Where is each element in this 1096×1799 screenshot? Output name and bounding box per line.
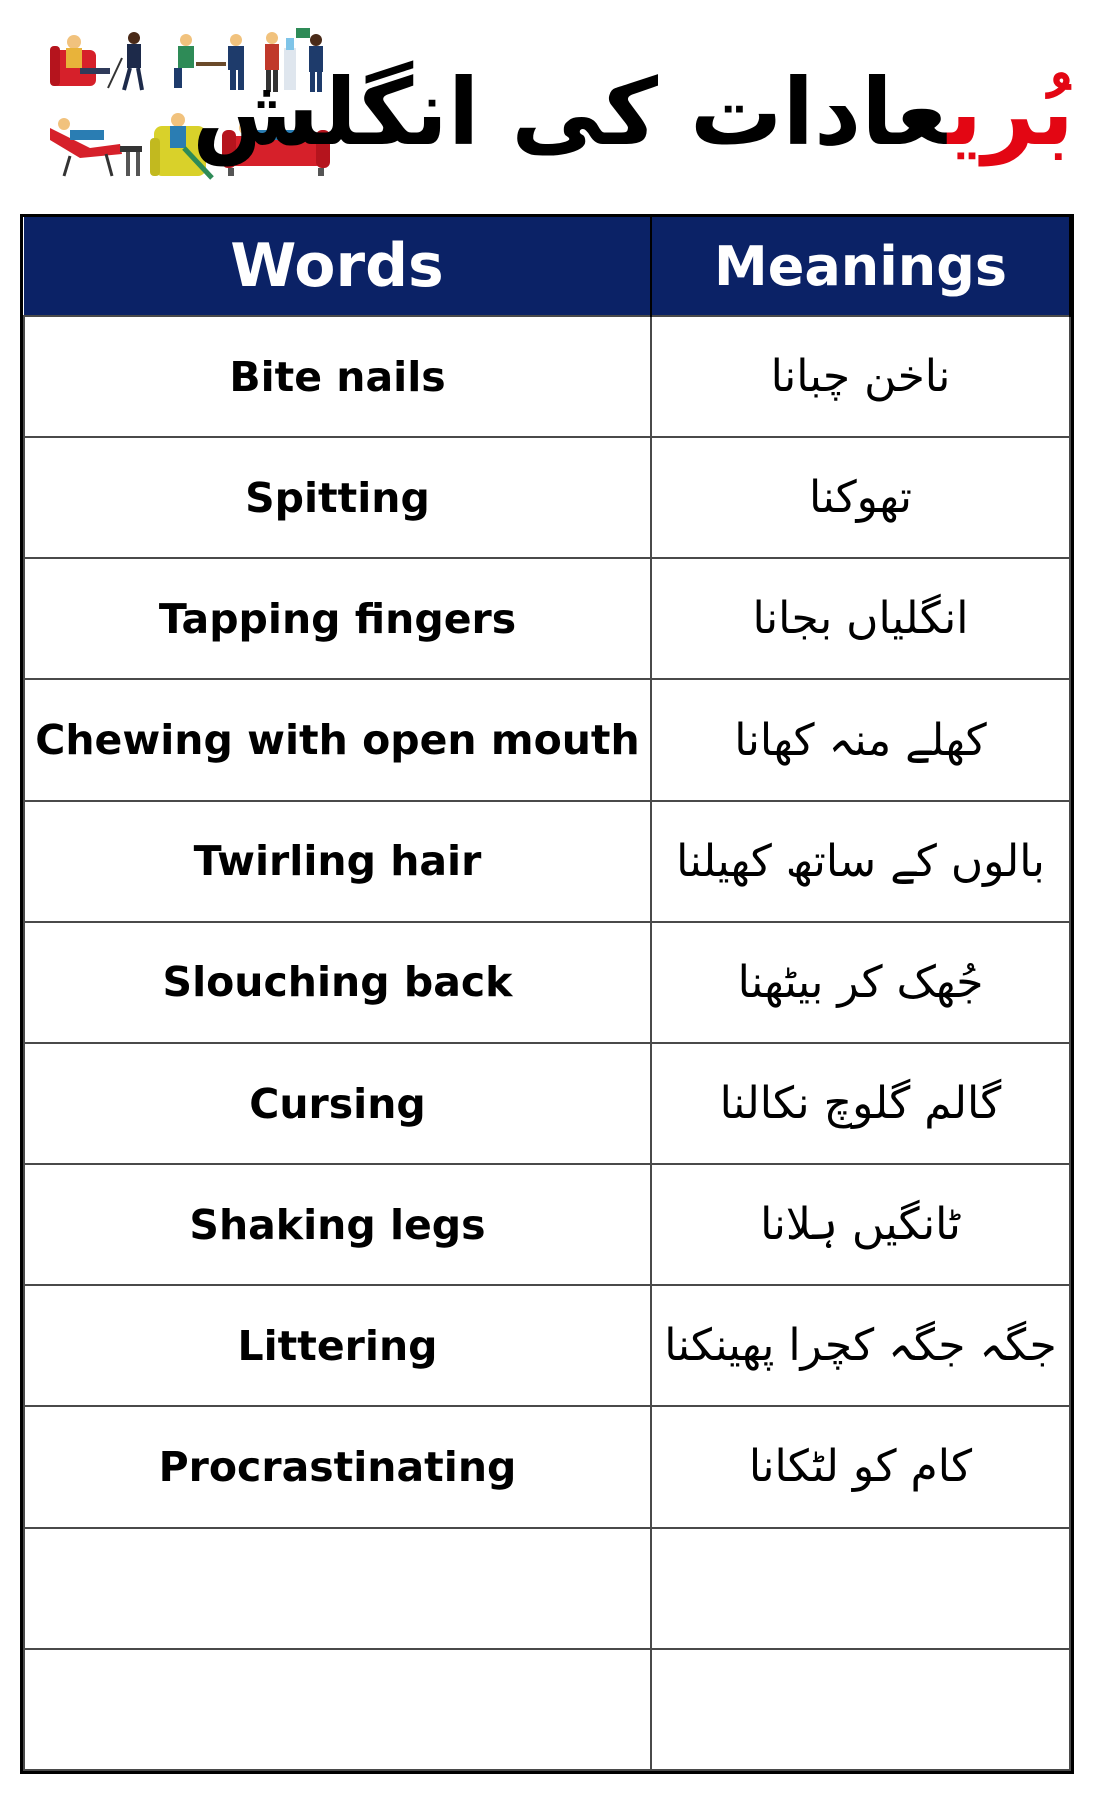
meaning-cell: جگہ جگہ کچرا پھینکنا [651,1285,1070,1406]
word-cell: Slouching back [24,922,651,1043]
meaning-cell [651,1528,1070,1649]
word-cell: Tapping fingers [24,558,651,679]
meaning-cell: کھلے منہ کھانا [651,679,1070,800]
title-red-part: بُری [947,59,1074,166]
table-row [24,316,1070,437]
table-row [24,679,1070,800]
meaning-cell: کام کو لٹکانا [651,1406,1070,1527]
meaning-cell: گالم گلوچ نکالنا [651,1043,1070,1164]
table-header-row [24,217,1070,316]
word-cell: Spitting [24,437,651,558]
table-row [24,437,1070,558]
vocabulary-table [20,214,1074,1774]
table-row [24,1406,1070,1527]
word-cell: Chewing with open mouth [24,679,651,800]
table-row [24,1043,1070,1164]
word-cell: Cursing [24,1043,651,1164]
word-cell: Procrastinating [24,1406,651,1527]
table-row-empty [24,1528,1070,1649]
vocabulary-table-grid [23,217,1071,1771]
header-meanings: Meanings [651,217,1070,316]
word-cell [24,1528,651,1649]
meaning-cell: ٹانگیں ہلانا [651,1164,1070,1285]
page-header [0,0,1096,212]
meaning-cell [651,1649,1070,1770]
word-cell: Littering [24,1285,651,1406]
word-cell: Shaking legs [24,1164,651,1285]
meaning-cell: ناخن چبانا [651,316,1070,437]
header-words: Words [24,217,651,316]
word-cell [24,1649,651,1770]
table-row [24,801,1070,922]
meaning-cell: انگلیاں بجانا [651,558,1070,679]
meaning-cell: جُھک کر بیٹھنا [651,922,1070,1043]
page-title [192,38,1074,188]
table-row [24,1285,1070,1406]
table-row [24,1164,1070,1285]
table-row [24,922,1070,1043]
meaning-cell: بالوں کے ساتھ کھیلنا [651,801,1070,922]
table-row [24,558,1070,679]
title-black-part: عادات کی انگلش [192,59,948,166]
word-cell: Bite nails [24,316,651,437]
table-row-empty [24,1649,1070,1770]
meaning-cell: تھوکنا [651,437,1070,558]
word-cell: Twirling hair [24,801,651,922]
